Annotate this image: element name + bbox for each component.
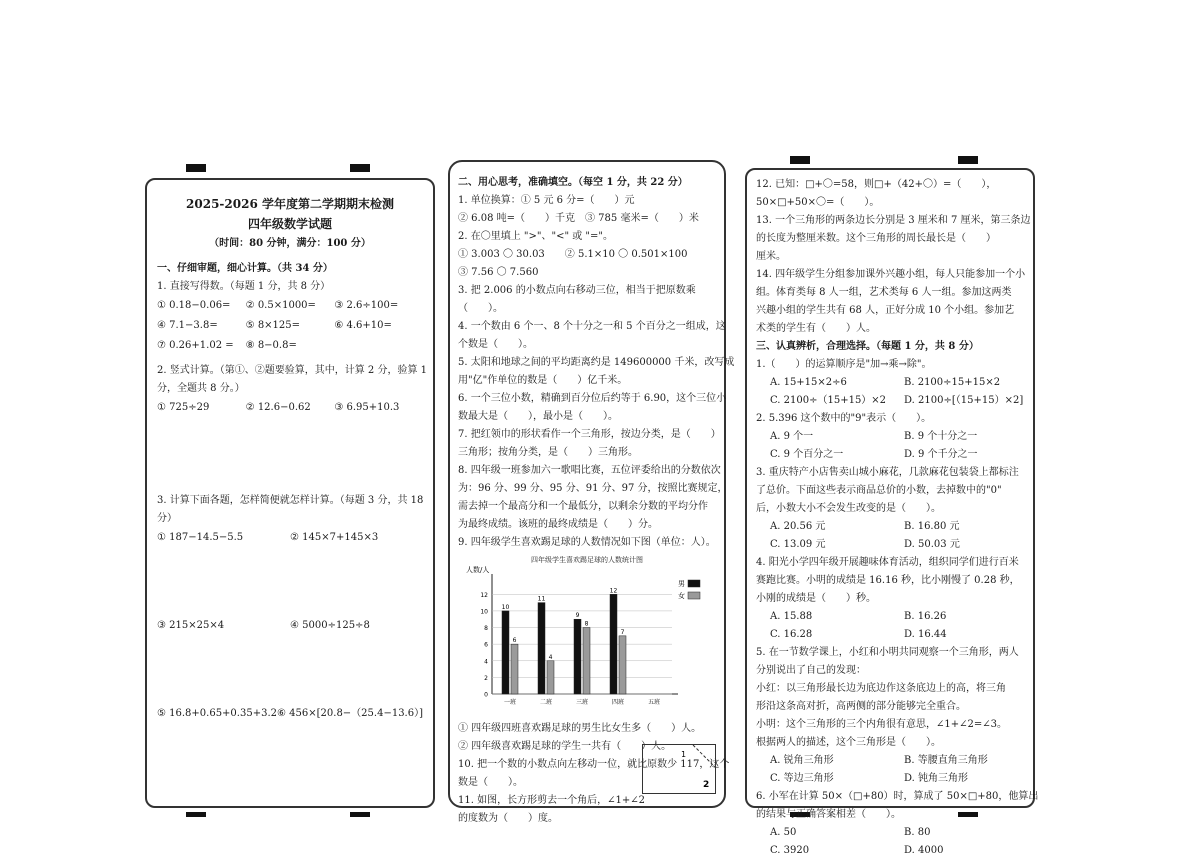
x-tick-label: 二班	[539, 699, 553, 706]
choice-option: D. 钝角三角形	[904, 773, 969, 784]
question-line: 数最大是（ ），最小是（ ）。	[458, 411, 618, 422]
question-line: 形沿这条高对折，高两侧的部分能够完全重合。	[756, 701, 966, 712]
section-3-questions	[756, 356, 1039, 860]
choice-option: B. 80	[904, 827, 931, 838]
question-line: ① 四年级四班喜欢踢足球的男生比女生多（ ）人。	[458, 723, 702, 734]
question-line: 6. 一个三位小数，精确到百分位后约等于 6.90，这个三位小	[458, 393, 727, 404]
exam-subject: 四年级数学试题	[247, 217, 332, 231]
oral-calc-item: ⑤ 8×125=	[245, 320, 301, 331]
x-tick-label: 四班	[611, 699, 625, 706]
exam-panel-middle	[448, 160, 735, 824]
question-2-line: 分，全题共 8 分。）	[157, 383, 245, 394]
choice-option: A. 9 个一	[770, 431, 814, 442]
simplify-calc-item: ③ 215×25×4	[157, 620, 225, 631]
oral-calc-item: ④ 7.1−3.8=	[157, 320, 218, 331]
question-line: 5. 太阳和地球之间的平均距离约是 149600000 千米，改写成	[458, 357, 735, 368]
choice-option: A. 15.88	[770, 611, 813, 622]
question-line: 厘米。	[756, 251, 786, 262]
exam-panel-left	[145, 178, 435, 808]
choice-option: A. 15+15×2÷6	[770, 377, 847, 388]
question-2-line: 2. 竖式计算。（第①、②题要验算，其中，计算 2 分，验算 1	[157, 365, 427, 376]
question-line: 的度数为（ ）度。	[458, 813, 558, 824]
choice-option: C. 16.28	[770, 629, 813, 640]
choice-options-row	[756, 842, 1024, 860]
question-line: 1.（ ）的运算顺序是"加→乘→除"。	[756, 359, 932, 370]
exam-panel-right	[745, 168, 1039, 856]
cut-line	[693, 745, 715, 767]
section-2-continued-questions	[756, 176, 1031, 338]
question-line: 14. 四年级学生分组参加课外兴趣小组，每人只能参加一个小	[756, 269, 1026, 280]
choice-option: A. 20.56 元	[770, 521, 826, 532]
question-line: 的结果与正确答案相差（ ）。	[756, 809, 901, 820]
question-line: 10. 把一个数的小数点向左移动一位，就比原数少 117，这个	[458, 759, 730, 770]
oral-calc-item: ⑧ 8−0.8=	[245, 340, 297, 351]
question-line: 数是（ ）。	[458, 777, 523, 788]
choice-options-row	[756, 446, 1024, 464]
question-line: 根据两人的描述，这个三角形是（ ）。	[756, 737, 941, 748]
question-line: 2. 5.396 这个数中的"9"表示（ ）。	[756, 413, 932, 424]
choice-options-row	[756, 770, 1024, 788]
choice-options-row	[756, 752, 1024, 770]
simplify-calc-item: ① 187−14.5−5.5	[157, 532, 244, 543]
choice-option: C. 等边三角形	[770, 773, 834, 784]
registration-mark	[350, 164, 370, 172]
choice-option: C. 3920	[770, 845, 810, 856]
choice-option: B. 2100÷15+15×2	[904, 377, 1001, 388]
vertical-calc-item: ③ 6.95+10.3	[334, 402, 400, 413]
y-tick-label: 10	[480, 608, 488, 616]
vertical-calc-row	[157, 398, 423, 418]
question-3-line: 分）	[157, 513, 177, 524]
bar-value-label: 12	[609, 587, 618, 595]
choice-options-row	[756, 626, 1024, 644]
section-2-questions	[458, 192, 735, 552]
question-line: ② 四年级喜欢踢足球的学生一共有（ ）人。	[458, 741, 672, 752]
y-tick-label: 2	[484, 674, 488, 682]
question-line: 三角形；按角分类，是（ ）三角形。	[458, 447, 638, 458]
oral-calc-item: ⑥ 4.6+10=	[334, 320, 392, 331]
chart-title: 四年级学生喜欢踢足球的人数统计图	[531, 556, 643, 564]
question-line: 3. 重庆特产小店售卖山城小麻花，几款麻花包装袋上都标注	[756, 467, 1019, 478]
y-tick-label: 4	[484, 658, 488, 666]
question-line: 需去掉一个最高分和一个最低分，以剩余分数的平均分作	[458, 501, 708, 512]
registration-mark	[790, 156, 810, 164]
registration-mark	[186, 812, 206, 817]
question-line: 的长度为整厘米数。这个三角形的周长最长是（ ）	[756, 233, 996, 244]
question-line: 为最终成绩。该班的最终成绩是（ ）分。	[458, 519, 658, 530]
question-line: 3. 把 2.006 的小数点向右移动三位，相当于把原数乘	[458, 285, 696, 296]
choice-option: A. 50	[770, 827, 797, 838]
legend-swatch	[688, 580, 700, 587]
x-tick-label: 一班	[503, 699, 517, 706]
question-line: 后，小数大小不会发生改变的是（ ）。	[756, 503, 941, 514]
x-tick-label: 三班	[575, 699, 589, 706]
section-2-heading: 二、用心思考，准确填空。（每空 1 分，共 22 分）	[458, 177, 688, 188]
choice-options-row	[756, 374, 1024, 392]
simplify-calc-item: ⑥ 456×[20.8−（25.4−13.6）]	[277, 708, 423, 719]
choice-options-row	[756, 428, 1024, 446]
exam-time-info: （时间：80 分钟，满分：100 分）	[209, 238, 371, 249]
choice-options-row	[756, 518, 1024, 536]
angle-1-label: 1	[681, 750, 687, 759]
question-line: 为：96 分、99 分、95 分、91 分、97 分，按照比赛规定，	[458, 483, 728, 494]
question-line: 赛跑比赛。小明的成绩是 16.16 秒，比小刚慢了 0.28 秒，	[756, 575, 1020, 586]
football-bar-chart	[458, 566, 718, 716]
section-1-heading: 一、仔细审题，细心计算。（共 34 分）	[157, 263, 333, 274]
vertical-calc-item: ① 725÷29	[157, 402, 210, 413]
y-tick-label: 12	[480, 591, 488, 599]
oral-calc-item: ⑦ 0.26+1.02 =	[157, 340, 234, 351]
question-line: ① 3.003 〇 30.03 ② 5.1×10 〇 0.501×100	[458, 249, 688, 260]
bar-girls	[583, 628, 590, 694]
y-tick-label: 0	[484, 691, 488, 699]
choice-option: D. 2100÷[（15+15）×2]	[904, 395, 1024, 406]
question-line: 12. 已知：□+〇=58，则□+（42+〇）=（ ），	[756, 179, 997, 190]
choice-option: C. 2100÷（15+15）×2	[770, 395, 887, 406]
question-line: 组。体育类每 8 人一组，艺术类每 6 人一组。参加这两类	[756, 287, 1012, 298]
question-line: 用"亿"作单位的数是（ ）亿千米。	[458, 375, 628, 386]
question-line: 小明：这个三角形的三个内角很有意思，∠1+∠2=∠3。	[756, 719, 1007, 730]
bar-value-label: 7	[620, 628, 625, 636]
vertical-calc-item: ② 12.6−0.62	[245, 402, 311, 413]
choice-option: B. 等腰直角三角形	[904, 755, 988, 766]
registration-mark	[350, 812, 370, 817]
simplify-calc-item: ② 145×7+145×3	[290, 532, 379, 543]
bar-boys	[574, 619, 581, 694]
question-line: ③ 7.56 〇 7.560	[458, 267, 539, 278]
question-line: ② 6.08 吨=（ ）千克 ③ 785 毫米=（ ）米	[458, 213, 699, 224]
question-line: 分别说出了自己的发现：	[756, 665, 866, 676]
choice-options-row	[756, 392, 1024, 410]
choice-option: B. 9 个十分之一	[904, 431, 978, 442]
simplify-calc-item: ⑤ 16.8+0.65+0.35+3.2	[157, 708, 277, 719]
simplify-calc-row	[157, 704, 423, 724]
simplify-calc-item: ④ 5000÷125÷8	[290, 620, 370, 631]
question-line: 7. 把红领巾的形状看作一个三角形，按边分类，是（ ）	[458, 429, 721, 440]
question-line: 个数是（ ）。	[458, 339, 533, 350]
bar-value-label: 4	[548, 653, 553, 661]
choice-option: A. 锐角三角形	[770, 755, 834, 766]
question-line: （ ）。	[458, 303, 503, 314]
choice-options-row	[756, 536, 1024, 554]
bar-value-label: 8	[584, 620, 589, 628]
question-line: 6. 小军在计算 50×（□+80）时，算成了 50×□+80，他算出	[756, 791, 1039, 802]
question-line: 11. 如图，长方形剪去一个角后，∠1+∠2	[458, 795, 645, 806]
choice-options-row	[756, 824, 1024, 842]
bar-value-label: 11	[537, 595, 546, 603]
simplify-calc-row	[157, 616, 423, 636]
choice-option: C. 9 个百分之一	[770, 449, 844, 460]
question-line: 1. 单位换算：① 5 元 6 分=（ ）元	[458, 195, 635, 206]
choice-option: D. 16.44	[904, 629, 947, 640]
question-line: 50×□+50×〇=（ ）。	[756, 197, 880, 208]
choice-option: D. 9 个千分之一	[904, 449, 978, 460]
question-line: 小红：以三角形最长边为底边作这条底边上的高，将三角	[756, 683, 1006, 694]
simplify-calc-row	[157, 528, 423, 548]
oral-calc-row	[157, 296, 423, 316]
choice-option: D. 4000	[904, 845, 944, 856]
choice-option: B. 16.26	[904, 611, 947, 622]
x-tick-label: 五班	[647, 699, 661, 706]
bar-boys	[502, 611, 509, 694]
question-line: 8. 四年级一班参加六一歌唱比赛，五位评委给出的分数依次	[458, 465, 721, 476]
choice-option: C. 13.09 元	[770, 539, 826, 550]
question-3-line: 3. 计算下面各题，怎样简便就怎样计算。（每题 3 分，共 18	[157, 495, 424, 506]
question-line: 术类的学生有（ ）人。	[756, 323, 876, 334]
y-tick-label: 8	[484, 625, 488, 633]
legend-swatch	[688, 592, 700, 599]
bar-boys	[538, 603, 545, 694]
choice-option: B. 16.80 元	[904, 521, 960, 532]
registration-mark	[186, 164, 206, 172]
registration-mark	[958, 156, 978, 164]
oral-calc-item: ① 0.18−0.06=	[157, 300, 231, 311]
bar-value-label: 6	[512, 637, 517, 645]
oral-calc-item: ③ 2.6÷100=	[334, 300, 399, 311]
question-line: 了总价。下面这些表示商品总价的小数，去掉数中的"0"	[756, 485, 1002, 496]
y-tick-label: 6	[484, 641, 488, 649]
question-line: 兴趣小组的学生共有 68 人，正好分成 10 个小组。参加艺	[756, 305, 1015, 316]
question-line: 小刚的成绩是（ ）秒。	[756, 593, 876, 604]
angle-2-label: 2	[703, 780, 710, 790]
bar-boys	[610, 594, 617, 694]
question-line: 9. 四年级学生喜欢踢足球的人数情况如下图（单位：人）。	[458, 537, 716, 548]
question-line: 5. 在一节数学课上，小红和小明共同观察一个三角形，两人	[756, 647, 1019, 658]
bar-value-label: 10	[501, 603, 510, 611]
oral-calc-row	[157, 316, 423, 336]
bar-girls	[511, 644, 518, 694]
question-line: 4. 一个数由 6 个一、8 个十分之一和 5 个百分之一组成，这	[458, 321, 726, 332]
choice-option: D. 50.03 元	[904, 539, 960, 550]
bar-value-label: 9	[575, 612, 580, 620]
rectangle-cut-figure	[642, 744, 716, 794]
bar-girls	[619, 636, 626, 694]
y-axis-label: 人数/人	[466, 566, 490, 574]
legend-label: 男	[678, 580, 685, 588]
question-line: 13. 一个三角形的两条边长分别是 3 厘米和 7 厘米，第三条边	[756, 215, 1031, 226]
question-line: 4. 阳光小学四年级开展趣味体育活动，组织同学们进行百米	[756, 557, 1019, 568]
oral-calc-item: ② 0.5×1000=	[245, 300, 316, 311]
question-1-title: 1. 直接写得数。（每题 1 分，共 8 分）	[157, 281, 331, 292]
bar-girls	[547, 661, 554, 694]
legend-label: 女	[678, 592, 685, 600]
section-3-heading: 三、认真辨析，合理选择。（每题 1 分，共 8 分）	[756, 341, 979, 352]
choice-options-row	[756, 608, 1024, 626]
oral-calc-row	[157, 336, 423, 356]
cut-corner-diagram	[643, 745, 715, 793]
question-line: 2. 在〇里填上 ">"、"<" 或 "="。	[458, 231, 613, 242]
exam-title: 2025-2026 学年度第二学期期末检测	[186, 197, 394, 211]
